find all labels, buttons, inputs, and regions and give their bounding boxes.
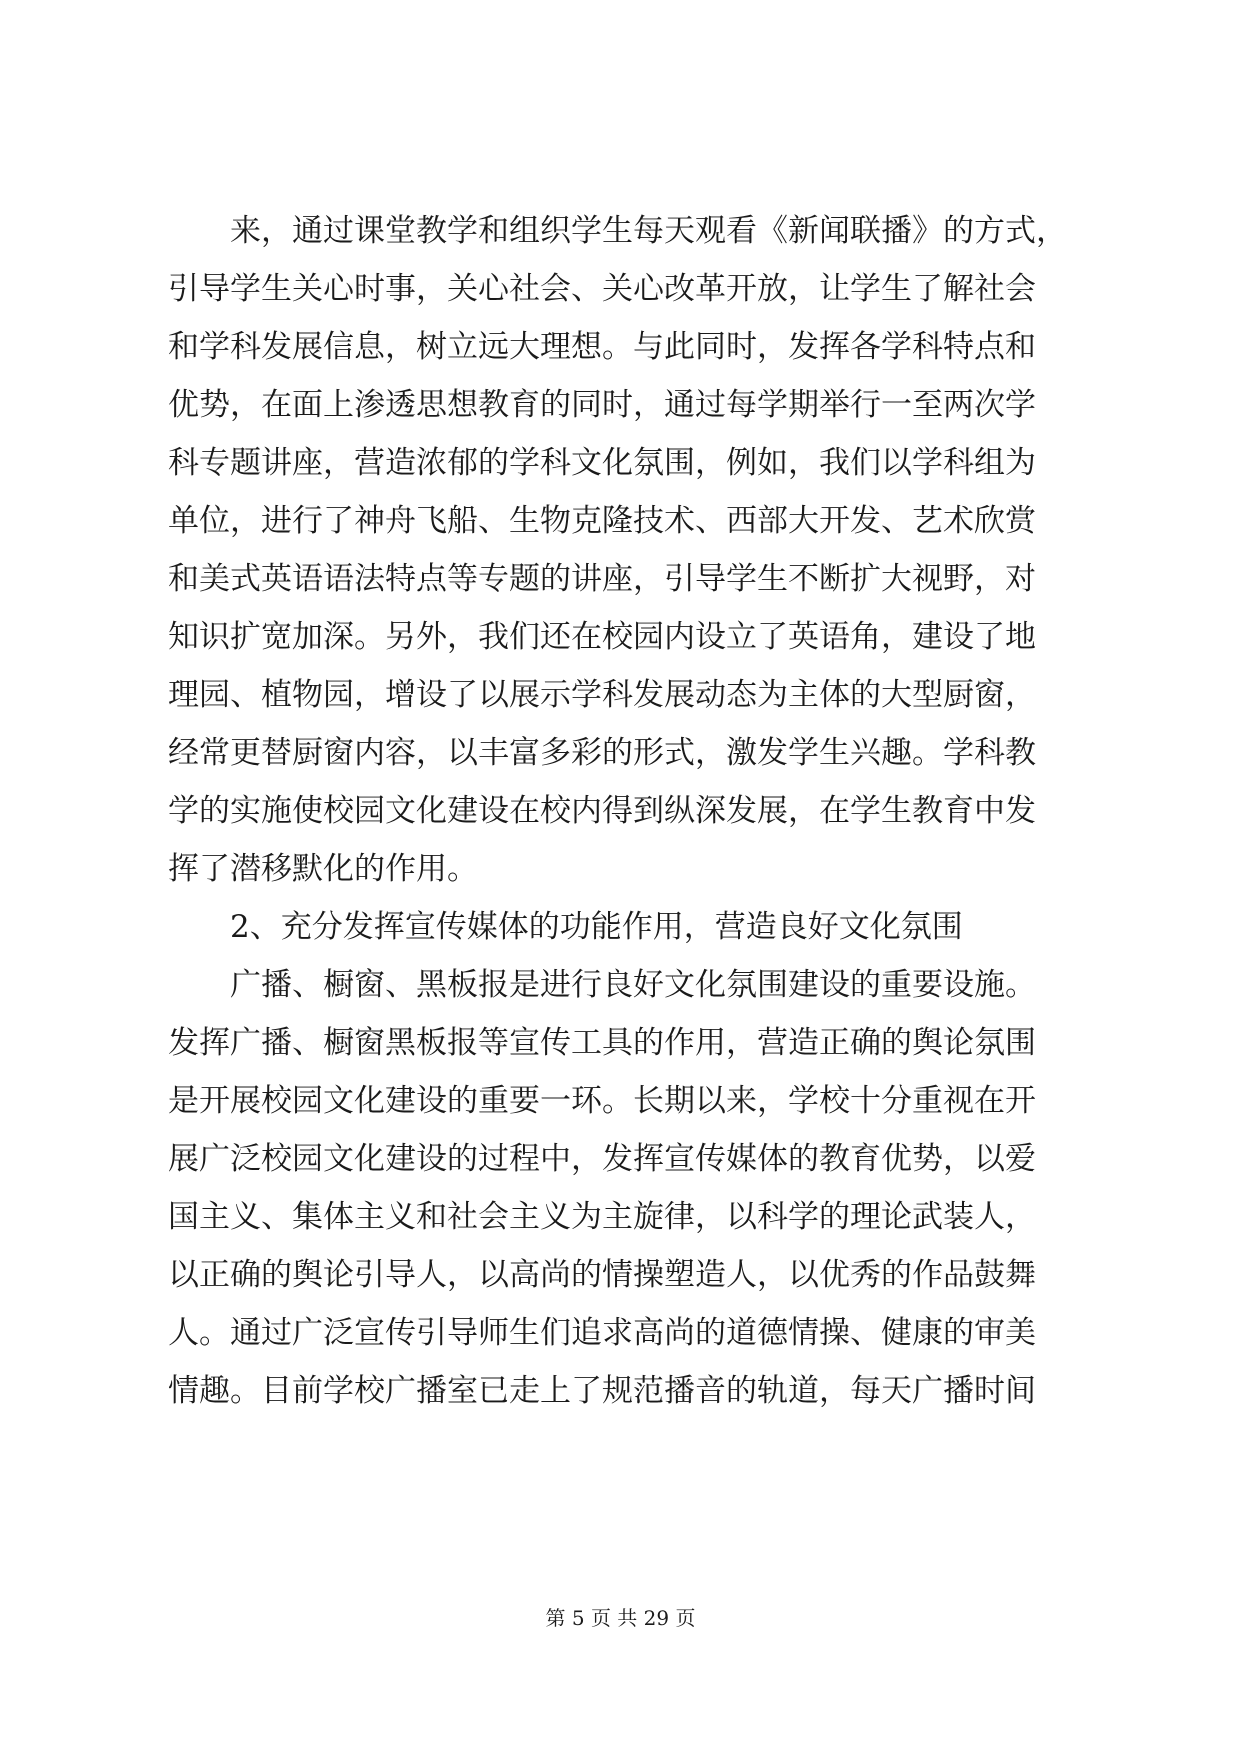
- page-number-label: 第 5 页 共 29 页: [545, 1606, 696, 1630]
- document-body: [168, 202, 1098, 1420]
- text-line: 引导学生关心时事，关心社会、关心改革开放，让学生了解社会: [168, 271, 1036, 307]
- text-line: 挥了潜移默化的作用。: [168, 851, 478, 887]
- text-line: 理园、植物园，增设了以展示学科发展动态为主体的大型厨窗，: [168, 677, 1036, 713]
- text-line: 知识扩宽加深。另外，我们还在校园内设立了英语角，建设了地: [168, 619, 1036, 655]
- text-line: 科专题讲座，营造浓郁的学科文化氛围，例如，我们以学科组为: [168, 445, 1036, 481]
- page-footer: [0, 1604, 1241, 1632]
- text-line: 单位，进行了神舟飞船、生物克隆技术、西部大开发、艺术欣赏: [168, 503, 1036, 539]
- text-line: 学的实施使校园文化建设在校内得到纵深发展，在学生教育中发: [168, 793, 1036, 829]
- text-line: 展广泛校园文化建设的过程中，发挥宣传媒体的教育优势，以爱: [168, 1141, 1036, 1177]
- text-line: 人。通过广泛宣传引导师生们追求高尚的道德情操、健康的审美: [168, 1315, 1036, 1351]
- text-line: 经常更替厨窗内容，以丰富多彩的形式，激发学生兴趣。学科教: [168, 735, 1036, 771]
- text-line: 广播、橱窗、黑板报是进行良好文化氛围建设的重要设施。: [230, 967, 1036, 1003]
- text-line: 和美式英语语法特点等专题的讲座，引导学生不断扩大视野，对: [168, 561, 1036, 597]
- text-line: 来，通过课堂教学和组织学生每天观看《新闻联播》的方式，: [230, 213, 1067, 249]
- text-line: 情趣。目前学校广播室已走上了规范播音的轨道，每天广播时间: [168, 1373, 1036, 1409]
- text-line: 优势，在面上渗透思想教育的同时，通过每学期举行一至两次学: [168, 387, 1036, 423]
- text-line: 国主义、集体主义和社会主义为主旋律，以科学的理论武装人，: [168, 1199, 1036, 1235]
- section-heading: 2、充分发挥宣传媒体的功能作用，营造良好文化氛围: [230, 909, 963, 945]
- text-line: 和学科发展信息，树立远大理想。与此同时，发挥各学科特点和: [168, 329, 1036, 365]
- text-line: 是开展校园文化建设的重要一环。长期以来，学校十分重视在开: [168, 1083, 1036, 1119]
- text-line: 以正确的舆论引导人，以高尚的情操塑造人，以优秀的作品鼓舞: [168, 1257, 1036, 1293]
- text-line: 发挥广播、橱窗黑板报等宣传工具的作用，营造正确的舆论氛围: [168, 1025, 1036, 1061]
